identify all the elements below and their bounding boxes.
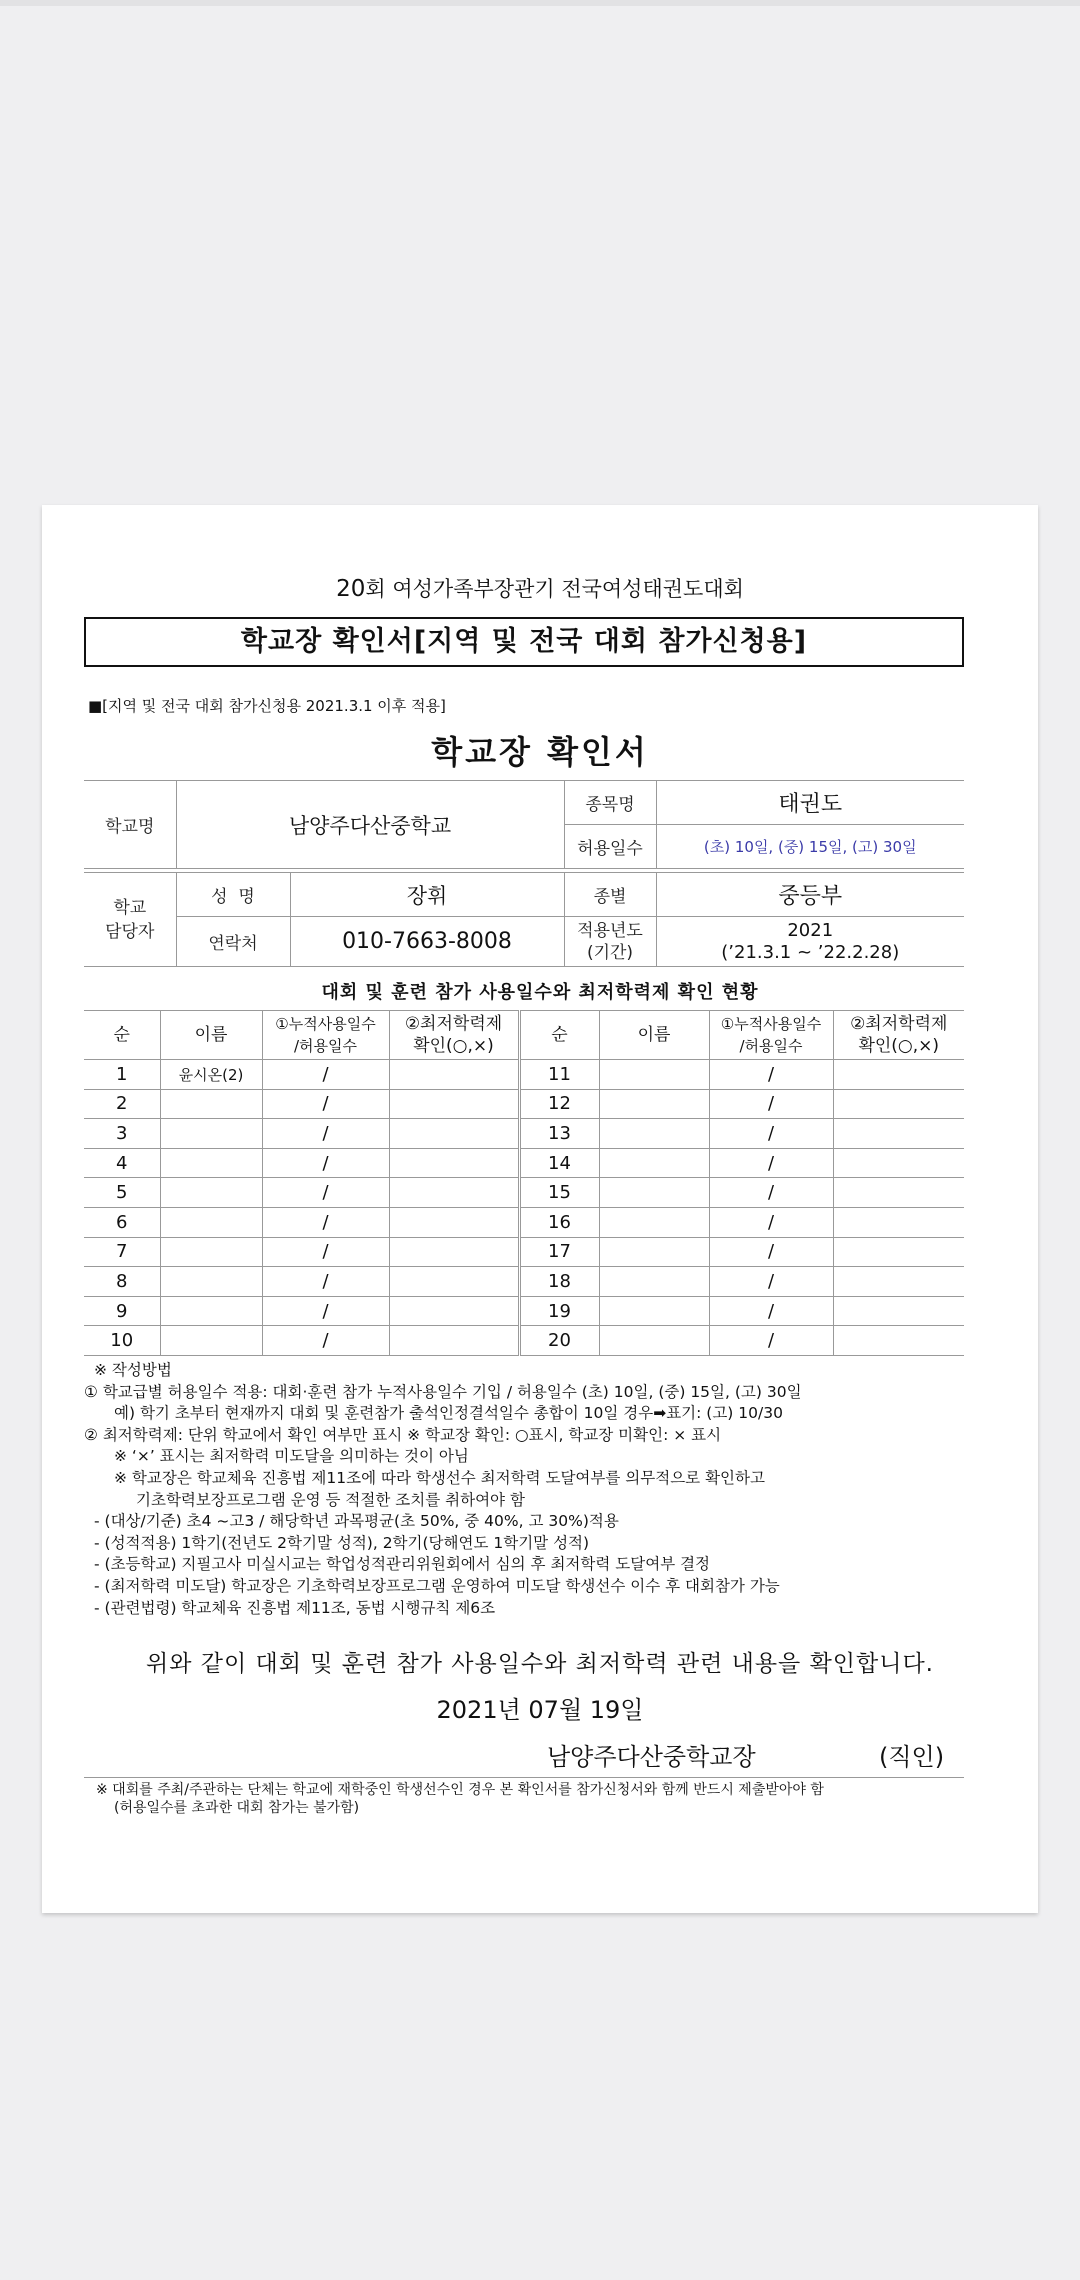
year-cell [656,917,964,967]
row-name-right [599,1207,709,1237]
row-number: 10 [84,1326,160,1356]
row-number: 3 [84,1119,160,1149]
table-row [84,1237,964,1267]
row-academic-check-right [833,1148,964,1178]
note-line: - (초등학교) 지필고사 미실시교는 학업성적관리위원회에서 심의 후 최저학력 도달여부 결정 [94,1555,711,1574]
row-name [160,1237,262,1267]
school-label: 학교명 [84,781,176,869]
row-academic-check-right [833,1296,964,1326]
school-value: 남양주다산중학교 [176,781,564,869]
contact-value: 010-7663-8008 [290,917,564,967]
row-academic-check [389,1119,519,1149]
row-academic-check-right [833,1119,964,1149]
principal-name: 남양주다산중학교장 [547,1743,756,1771]
row-used-days-right: / [709,1060,833,1090]
row-name [160,1267,262,1297]
confirmation-statement: 위와 같이 대회 및 훈련 참가 사용일수와 최저학력 관련 내용을 확인합니다. [146,1651,934,1677]
row-academic-check [389,1060,519,1090]
row-number-right: 19 [519,1296,599,1326]
row-name [160,1326,262,1356]
row-number-right: 13 [519,1119,599,1149]
row-used-days-right: / [709,1237,833,1267]
row-academic-check [389,1296,519,1326]
note-line: ※ ‘×’ 표시는 최저학력 미도달을 의미하는 것이 아님 [114,1447,469,1466]
document-page[interactable] [42,505,1038,1913]
row-number: 9 [84,1296,160,1326]
row-used-days: / [262,1119,389,1149]
row-name-right [599,1119,709,1149]
form-title-box: 학교장 확인서[지역 및 전국 대회 참가신청용] [84,617,964,667]
row-academic-check-right [833,1178,964,1208]
table-row [84,1296,964,1326]
header-days: ①누적사용일수 /허용일수 [262,1011,389,1060]
header-academic: ②최저학력제 확인(○,×) [389,1011,519,1060]
row-academic-check [389,1326,519,1356]
row-used-days-right: / [709,1089,833,1119]
header-days-right: ①누적사용일수 /허용일수 [709,1011,833,1060]
top-status-strip [0,0,1080,6]
row-name-right [599,1178,709,1208]
header-academic-right: ②최저학력제 확인(○,×) [833,1011,964,1060]
header-no-right: 순 [519,1011,599,1060]
row-number-right: 18 [519,1267,599,1297]
sport-label: 종목명 [564,781,656,825]
table-row [84,1148,964,1178]
row-used-days: / [262,1148,389,1178]
row-number-right: 20 [519,1326,599,1356]
row-used-days: / [262,1089,389,1119]
row-name-right [599,1060,709,1090]
category-label: 종별 [564,873,656,917]
row-name [160,1119,262,1149]
row-used-days-right: / [709,1267,833,1297]
row-name-right [599,1089,709,1119]
header-name-right: 이름 [599,1011,709,1060]
table-row [84,1089,964,1119]
row-number: 5 [84,1178,160,1208]
row-name-right [599,1326,709,1356]
row-used-days-right: / [709,1148,833,1178]
table-row [84,1060,964,1090]
row-name-right [599,1237,709,1267]
row-academic-check [389,1267,519,1297]
row-used-days-right: / [709,1207,833,1237]
header-name: 이름 [160,1011,262,1060]
table-row [84,1178,964,1208]
row-academic-check-right [833,1207,964,1237]
row-name [160,1178,262,1208]
footnote-line: (허용일수를 초과한 대회 참가는 불가함) [114,1800,360,1816]
note-line: 기초학력보장프로그램 운영 등 적절한 조치를 취하여야 함 [136,1490,525,1509]
note-line: - (성적적용) 1학기(전년도 2학기말 성적), 2학기(당해연도 1학기말 성적) [94,1533,590,1552]
name-value: 장휘 [290,873,564,917]
category-value: 중등부 [656,873,964,917]
row-name [160,1089,262,1119]
note-heading: ※ 작성방법 [94,1361,172,1379]
row-number-right: 15 [519,1178,599,1208]
row-academic-check [389,1237,519,1267]
row-number: 2 [84,1089,160,1119]
table-row [84,1207,964,1237]
document-title: 학교장 확인서 [431,733,649,771]
sport-value: 태권도 [656,781,964,825]
row-academic-check-right [833,1060,964,1090]
year-value: 2021 [787,919,834,941]
allow-days-label: 허용일수 [564,825,656,869]
row-academic-check [389,1089,519,1119]
year-period: (’21.3.1 ~ ’22.2.28) [721,941,900,963]
name-label: 성 명 [176,873,290,917]
row-used-days-right: / [709,1178,833,1208]
row-used-days: / [262,1326,389,1356]
row-academic-check-right [833,1267,964,1297]
footnote [84,1777,964,1817]
instructions [84,1360,984,1619]
row-used-days-right: / [709,1119,833,1149]
note-line: ※ 학교장은 학교체육 진흥법 제11조에 따라 학생선수 최저학력 도달여부를 의무적으로 확인하고 [114,1468,765,1487]
year-label: 적용년도 (기간) [564,917,656,967]
note-line: - (대상/기준) 초4 ~고3 / 해당학년 과목평균(초 50%, 중 40%, 고 30%)적용 [94,1512,619,1531]
row-name [160,1296,262,1326]
row-academic-check [389,1207,519,1237]
official-seal: (직인) [879,1743,945,1771]
row-number: 8 [84,1267,160,1297]
school-info-table [84,780,964,967]
table-row [84,1267,964,1297]
row-number: 6 [84,1207,160,1237]
row-number: 7 [84,1237,160,1267]
note-line: - (최저학력 미도달) 학교장은 기초학력보장프로그램 운영하여 미도달 학생선수 이수 후 대회참가 가능 [94,1576,780,1595]
section-title: 대회 및 훈련 참가 사용일수와 최저학력제 확인 현황 [321,982,759,1003]
row-name [160,1207,262,1237]
allow-days-value: (초) 10일, (중) 15일, (고) 30일 [656,825,964,869]
row-academic-check [389,1148,519,1178]
table-row [84,1326,964,1356]
row-used-days: / [262,1267,389,1297]
row-academic-check-right [833,1237,964,1267]
row-used-days-right: / [709,1296,833,1326]
row-used-days: / [262,1237,389,1267]
row-name-right [599,1267,709,1297]
participation-table [84,1010,964,1356]
signature-date: 2021년 07월 19일 [436,1696,644,1724]
footnote-line: ※ 대회를 주최/주관하는 단체는 학교에 재학중인 학생선수인 경우 본 확인서를 참가신청서와 함께 반드시 제출받아야 함 [96,1782,824,1798]
row-name-right [599,1296,709,1326]
row-used-days: / [262,1296,389,1326]
row-name: 윤시온(2) [160,1060,262,1090]
row-number-right: 16 [519,1207,599,1237]
event-title: 20회 여성가족부장관기 전국여성태권도대회 [336,576,744,602]
note-line: ① 학교급별 허용일수 적용: 대회·훈련 참가 누적사용일수 기입 / 허용일수 (초) 10일, (중) 15일, (고) 30일 [84,1382,802,1401]
row-used-days: / [262,1060,389,1090]
table-row [84,1119,964,1149]
row-number-right: 14 [519,1148,599,1178]
header-no: 순 [84,1011,160,1060]
row-name-right [599,1148,709,1178]
note-line: 예) 학기 초부터 현재까지 대회 및 훈련참가 출석인정결석일수 총합이 10일 경우➡표기: (고) 10/30 [114,1404,783,1423]
row-academic-check [389,1178,519,1208]
row-name [160,1148,262,1178]
manager-label: 학교 담당자 [84,873,176,967]
row-used-days: / [262,1178,389,1208]
contact-label: 연락처 [176,917,290,967]
row-used-days-right: / [709,1326,833,1356]
row-number-right: 11 [519,1060,599,1090]
note-line: - (관련법령) 학교체육 진흥법 제11조, 동법 시행규칙 제6조 [94,1598,496,1617]
row-number-right: 17 [519,1237,599,1267]
applicability-note: ■[지역 및 전국 대회 참가신청용 2021.3.1 이후 적용] [88,697,446,715]
row-academic-check-right [833,1089,964,1119]
row-number: 4 [84,1148,160,1178]
row-number-right: 12 [519,1089,599,1119]
row-academic-check-right [833,1326,964,1356]
row-number: 1 [84,1060,160,1090]
row-used-days: / [262,1207,389,1237]
note-line: ② 최저학력제: 단위 학교에서 확인 여부만 표시 ※ 학교장 확인: ○표시, 학교장 미확인: × 표시 [84,1425,722,1444]
